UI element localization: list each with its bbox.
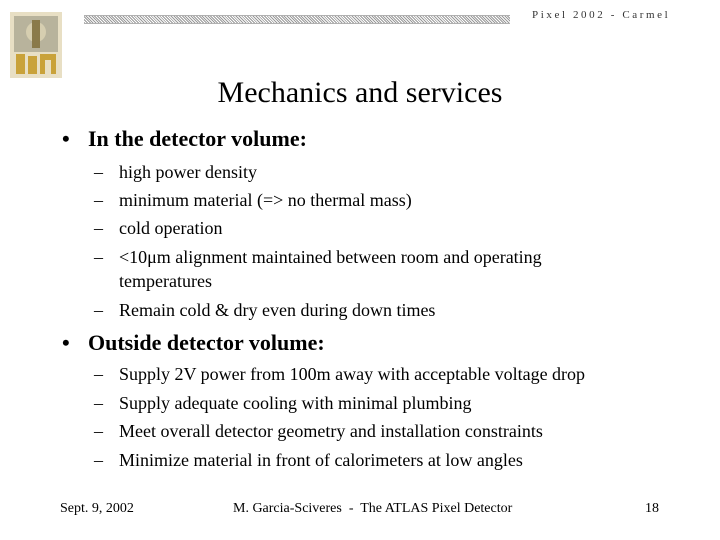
section1-item: [94, 162, 257, 183]
dash-icon: –: [94, 190, 103, 210]
section1-item-text: cold operation: [119, 218, 223, 238]
section1-item-text: Remain cold & dry even during down times: [119, 300, 436, 320]
dash-icon: –: [94, 450, 103, 470]
page-number: 18: [645, 501, 659, 516]
section1-item: [94, 218, 222, 239]
bullet-icon: •: [62, 330, 70, 355]
section2-item-text: Supply 2V power from 100m away with acceptable voltage drop: [119, 364, 586, 384]
dash-icon: –: [94, 247, 103, 267]
section2-heading-text: Outside detector volume:: [88, 330, 325, 355]
dash-icon: –: [94, 421, 103, 441]
footer-presenter: M. Garcia-Sciveres - The ATLAS Pixel Detector: [233, 501, 513, 516]
section2-item: [94, 450, 523, 471]
section1-item-text: minimum material (=> no thermal mass): [119, 190, 412, 210]
section1-heading: [62, 126, 307, 152]
dash-icon: –: [94, 162, 103, 182]
section2-item: [94, 364, 585, 385]
section1-item: [94, 247, 542, 268]
lab-logo: [10, 12, 62, 78]
section1-item-continuation: temperatures: [119, 271, 212, 291]
section2-heading: [62, 330, 325, 356]
section2-item-text: Minimize material in front of calorimeters at low angles: [119, 450, 523, 470]
section2-item: [94, 393, 471, 414]
section2-item: [94, 421, 543, 442]
section1-item-text: high power density: [119, 162, 257, 182]
slide-title: Mechanics and services: [217, 76, 503, 109]
dash-icon: –: [94, 218, 103, 238]
section2-item-text: Supply adequate cooling with minimal plumbing: [119, 393, 472, 413]
bullet-icon: •: [62, 126, 70, 151]
footer-date: Sept. 9, 2002: [60, 501, 134, 516]
dash-icon: –: [94, 393, 103, 413]
header-bar: [84, 15, 510, 24]
section1-item: [94, 190, 412, 211]
dash-icon: –: [94, 300, 103, 320]
dash-icon: –: [94, 364, 103, 384]
section2-item-text: Meet overall detector geometry and installation constraints: [119, 421, 543, 441]
section1-item: [94, 300, 435, 321]
section1-item-text: <10μm alignment maintained between room and operating: [119, 247, 542, 267]
conference-label: Pixel 2002 - Carmel: [532, 9, 671, 21]
section1-heading-text: In the detector volume:: [88, 126, 307, 151]
